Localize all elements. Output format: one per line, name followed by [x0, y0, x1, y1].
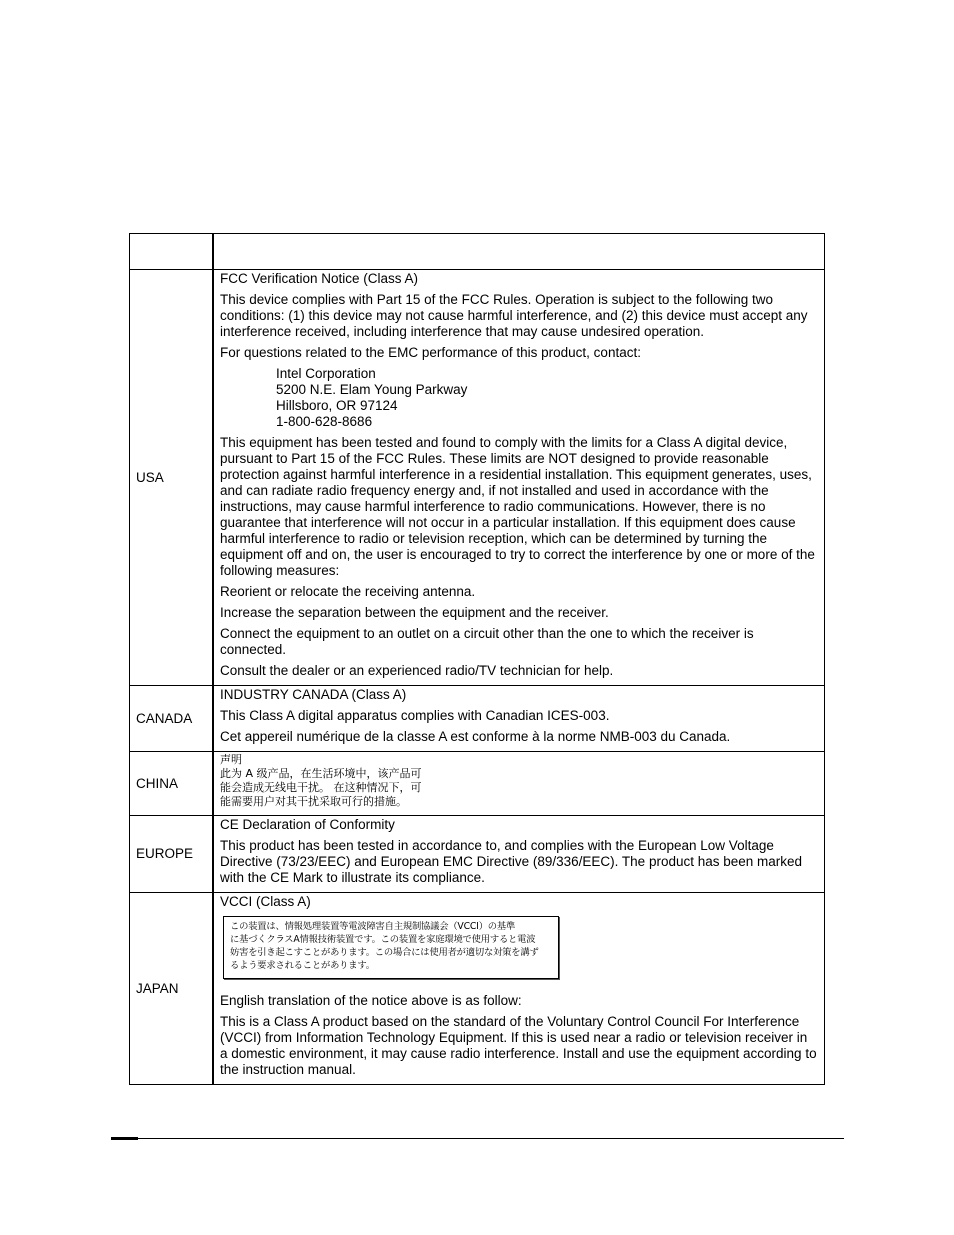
canada-paragraph-2: Cet appereil numérique de la classe A est conforme à la norme NMB-003 du Canada. [220, 729, 731, 744]
usa-paragraph-1: This device complies with Part 15 of the FCC Rules. Operation is subject to the following two conditions: (1) this device may not cause harmful interference, and (2) this device must accept any interference received, including interference that may cause undesired operation. [220, 292, 808, 339]
footer-rule-accent [111, 1137, 138, 1140]
notice-cell-canada [213, 686, 825, 752]
vcci-notice-line: るよう要求されることがあります。 [230, 960, 375, 971]
usa-paragraph-3: This equipment has been tested and found to comply with the limits for a Class A digital device, pursuant to Part 15 of the FCC Rules. These limits are NOT designed to provide reasonable protection against harmful interference in a residential installation. This equipment generates, uses, and can radiate radio frequency energy and, if not installed and used in accordance with the instructions, may cause harmful interference to radio communications. However, there is no guarantee that interference will not occur in a particular installation. If this equipment does cause harmful interference to radio or television reception, which can be determined by turning the equipment off and on, the user is encouraged to try to correct the interference by one or more of the following measures: [220, 435, 815, 578]
vcci-notice-box [223, 916, 559, 979]
usa-measure-2: Increase the separation between the equipment and the receiver. [220, 605, 609, 620]
footer-rule [111, 1138, 844, 1139]
header-cell-region [130, 234, 214, 270]
address-line: Hillsboro, OR 97124 [276, 398, 398, 413]
contact-address [276, 366, 818, 430]
vcci-notice-line: 妨害を引き起こすことがあります。この場合には使用者が適切な対策を講ず [230, 947, 539, 958]
usa-measure-4: Consult the dealer or an experienced radio/TV technician for help. [220, 663, 614, 678]
usa-measure-1: Reorient or relocate the receiving antenna. [220, 584, 476, 599]
table-header-row [130, 234, 825, 270]
address-line: 5200 N.E. Elam Young Parkway [276, 382, 468, 397]
notice-cell-europe [213, 816, 825, 893]
usa-measure-3: Connect the equipment to an outlet on a circuit other than the one to which the receiver is connected. [220, 626, 754, 657]
china-notice-line: 此为 A 级产品，在生活环境中，该产品可 [220, 767, 422, 780]
japan-paragraph-2: This is a Class A product based on the standard of the Voluntary Control Council For Interference (VCCI) from Information Technology Equipment. If this is used near a radio or television receiver in a domestic environment, it may cause radio interference. Install and use the equipment according to the instruction manual. [220, 1014, 817, 1077]
vcci-notice-line: この装置は、情報処理装置等電波障害自主規制協議会（VCCI）の基準 [230, 921, 516, 932]
table-row-china [130, 752, 825, 816]
table-row-japan [130, 893, 825, 1085]
region-label-europe: EUROPE [130, 816, 214, 893]
china-notice-line: 能需要用户对其干扰采取可行的措施。 [220, 795, 407, 808]
region-label-canada: CANADA [130, 686, 214, 752]
address-line: Intel Corporation [276, 366, 376, 381]
japan-paragraph-1: English translation of the notice above is as follow: [220, 993, 522, 1008]
notice-cell-usa [213, 270, 825, 686]
japan-title: VCCI (Class A) [220, 894, 311, 909]
notice-cell-china [213, 752, 825, 816]
canada-paragraph-1: This Class A digital apparatus complies with Canadian ICES-003. [220, 708, 610, 723]
vcci-notice-line: に基づくクラスA情報技術装置です。この装置を家庭環境で使用すると電波 [230, 934, 536, 945]
header-cell-notice [213, 234, 825, 270]
china-notice-line: 能会造成无线电干扰。 在这种情况下，可 [220, 781, 422, 794]
address-line: 1-800-628-8686 [276, 414, 373, 429]
region-label-japan: JAPAN [130, 893, 214, 1085]
region-label-usa: USA [130, 270, 214, 686]
region-label-china: CHINA [130, 752, 214, 816]
notice-cell-japan [213, 893, 825, 1085]
usa-paragraph-2: For questions related to the EMC performance of this product, contact: [220, 345, 641, 360]
europe-title: CE Declaration of Conformity [220, 817, 395, 832]
canada-title: INDUSTRY CANADA (Class A) [220, 687, 407, 702]
table-row-europe [130, 816, 825, 893]
china-notice-line: 声明 [220, 753, 242, 766]
table-row-usa [130, 270, 825, 686]
usa-title: FCC Verification Notice (Class A) [220, 271, 419, 286]
table-row-canada [130, 686, 825, 752]
regulatory-table [129, 233, 825, 1085]
europe-paragraph-1: This product has been tested in accordance to, and complies with the European Low Voltage Directive (73/23/EEC) and European EMC Directive (89/336/EEC). The product has been marked with the CE Mark to illustrate its compliance. [220, 838, 803, 885]
